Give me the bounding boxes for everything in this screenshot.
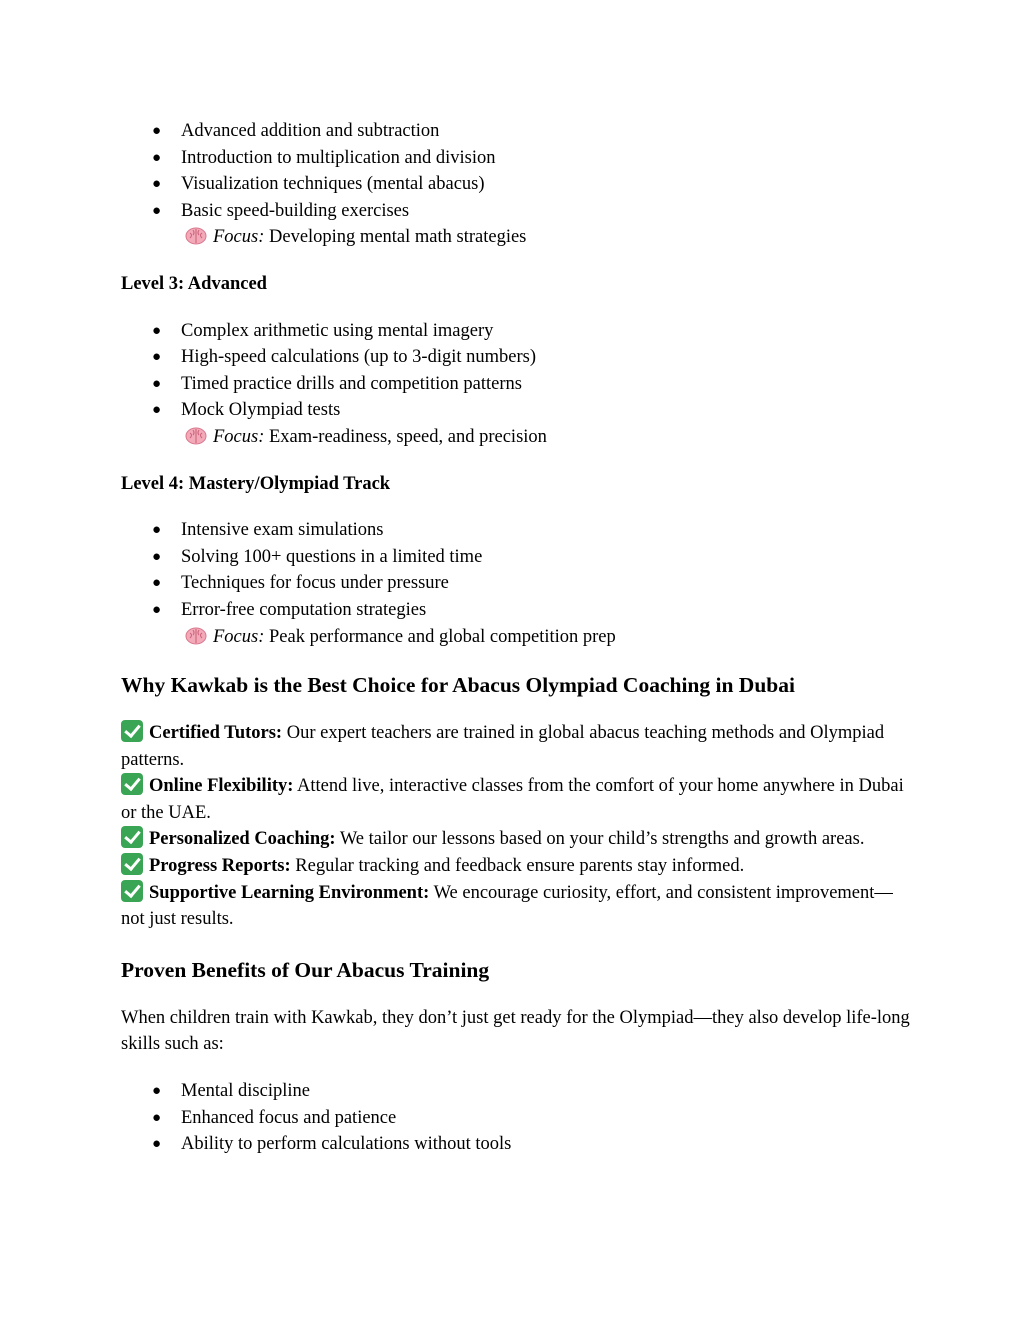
why-point [121, 773, 911, 826]
level3-list [121, 318, 911, 424]
bullet-icon: ● [152, 349, 162, 366]
benefits-heading: Proven Benefits of Our Abacus Training [121, 957, 490, 982]
list-item [121, 597, 911, 624]
list-item [121, 344, 911, 371]
focus-label: Focus: [213, 626, 265, 647]
why-point [121, 826, 911, 853]
list-item-text: Advanced addition and subtraction [181, 121, 440, 141]
level2-focus [121, 224, 911, 251]
bullet-icon: ● [152, 402, 162, 419]
focus-label: Focus: [213, 227, 265, 248]
list-item-text: Basic speed-building exercises [181, 200, 410, 221]
bullet-icon: ● [152, 522, 162, 539]
focus-label: Focus: [213, 426, 265, 447]
why-point-label: Online Flexibility: [149, 776, 294, 797]
why-point-label: Progress Reports: [149, 856, 291, 877]
why-point-text: Attend live, interactive classes from the comfort of your home anywhere in Dubai or the UAE. [121, 776, 904, 823]
list-item-text: Visualization techniques (mental abacus) [181, 174, 485, 195]
bullet-icon: ● [152, 123, 162, 139]
list-item [121, 397, 911, 424]
bullet-icon: ● [152, 176, 162, 193]
list-item [121, 1105, 911, 1132]
check-mark-icon [121, 773, 143, 795]
brain-icon [185, 427, 207, 445]
check-mark-icon [121, 720, 143, 742]
list-item [121, 118, 911, 145]
why-point [121, 853, 911, 880]
list-item-text: Enhanced focus and patience [181, 1107, 397, 1128]
check-mark-icon [121, 880, 143, 902]
level3-focus [121, 424, 911, 451]
list-item-text: Mock Olympiad tests [181, 400, 341, 421]
list-item [121, 1131, 911, 1158]
list-item-text: Introduction to multiplication and division [181, 147, 496, 168]
focus-text: Exam-readiness, speed, and precision [264, 426, 547, 447]
why-point [121, 720, 911, 773]
bullet-icon: ● [152, 1136, 162, 1153]
why-point-text: Our expert teachers are trained in global abacus teaching methods and Olympiad patterns. [121, 723, 885, 770]
why-point-text: Regular tracking and feedback ensure parents stay informed. [290, 856, 745, 877]
list-item-text: Solving 100+ questions in a limited time [181, 546, 483, 567]
list-item-text: Mental discipline [181, 1081, 310, 1102]
focus-text: Developing mental math strategies [264, 227, 527, 248]
bullet-icon: ● [152, 548, 162, 565]
brain-icon [185, 227, 207, 245]
bullet-icon: ● [152, 1083, 162, 1100]
list-item-text: Ability to perform calculations without tools [181, 1134, 512, 1155]
list-item-text: Techniques for focus under pressure [181, 573, 449, 594]
list-item [121, 171, 911, 198]
level4-heading: Level 4: Mastery/Olympiad Track [121, 473, 391, 494]
level4-focus [121, 624, 911, 651]
why-points [121, 720, 911, 933]
why-point [121, 880, 911, 933]
benefits-intro: When children train with Kawkab, they don’t just get ready for the Olympiad—they also develop life-long skills such as: [121, 1007, 910, 1055]
bullet-icon: ● [152, 149, 162, 166]
level4-list [121, 517, 911, 623]
why-point-label: Personalized Coaching: [149, 829, 336, 850]
list-item [121, 371, 911, 398]
list-item [121, 318, 911, 345]
benefits-list [121, 1078, 911, 1158]
list-item [121, 517, 911, 544]
list-item [121, 1078, 911, 1105]
bullet-icon: ● [152, 1109, 162, 1126]
bullet-icon: ● [152, 375, 162, 392]
why-heading: Why Kawkab is the Best Choice for Abacus Olympiad Coaching in Dubai [121, 673, 795, 698]
bullet-icon: ● [152, 202, 162, 219]
level3-heading: Level 3: Advanced [121, 273, 267, 294]
level2-list [121, 118, 911, 224]
why-point-label: Certified Tutors: [149, 723, 283, 744]
check-mark-icon [121, 853, 143, 875]
bullet-icon: ● [152, 322, 162, 339]
list-item [121, 570, 911, 597]
brain-icon [185, 627, 207, 645]
why-point-label: Supportive Learning Environment: [149, 882, 430, 903]
list-item-text: Error-free computation strategies [181, 599, 427, 620]
bullet-icon: ● [152, 601, 162, 618]
list-item [121, 198, 911, 225]
list-item [121, 544, 911, 571]
document-page [121, 118, 911, 1158]
list-item-text: Timed practice drills and competition patterns [181, 373, 522, 394]
list-item-text: Intensive exam simulations [181, 520, 384, 541]
list-item-text: Complex arithmetic using mental imagery [181, 320, 494, 341]
why-point-text: We encourage curiosity, effort, and consistent improvement—not just results. [121, 882, 893, 930]
bullet-icon: ● [152, 575, 162, 592]
why-point-text: We tailor our lessons based on your child’s strengths and growth areas. [335, 829, 865, 850]
focus-text: Peak performance and global competition prep [264, 626, 616, 647]
check-mark-icon [121, 826, 143, 848]
list-item-text: High-speed calculations (up to 3-digit numbers) [181, 347, 537, 368]
list-item [121, 145, 911, 172]
